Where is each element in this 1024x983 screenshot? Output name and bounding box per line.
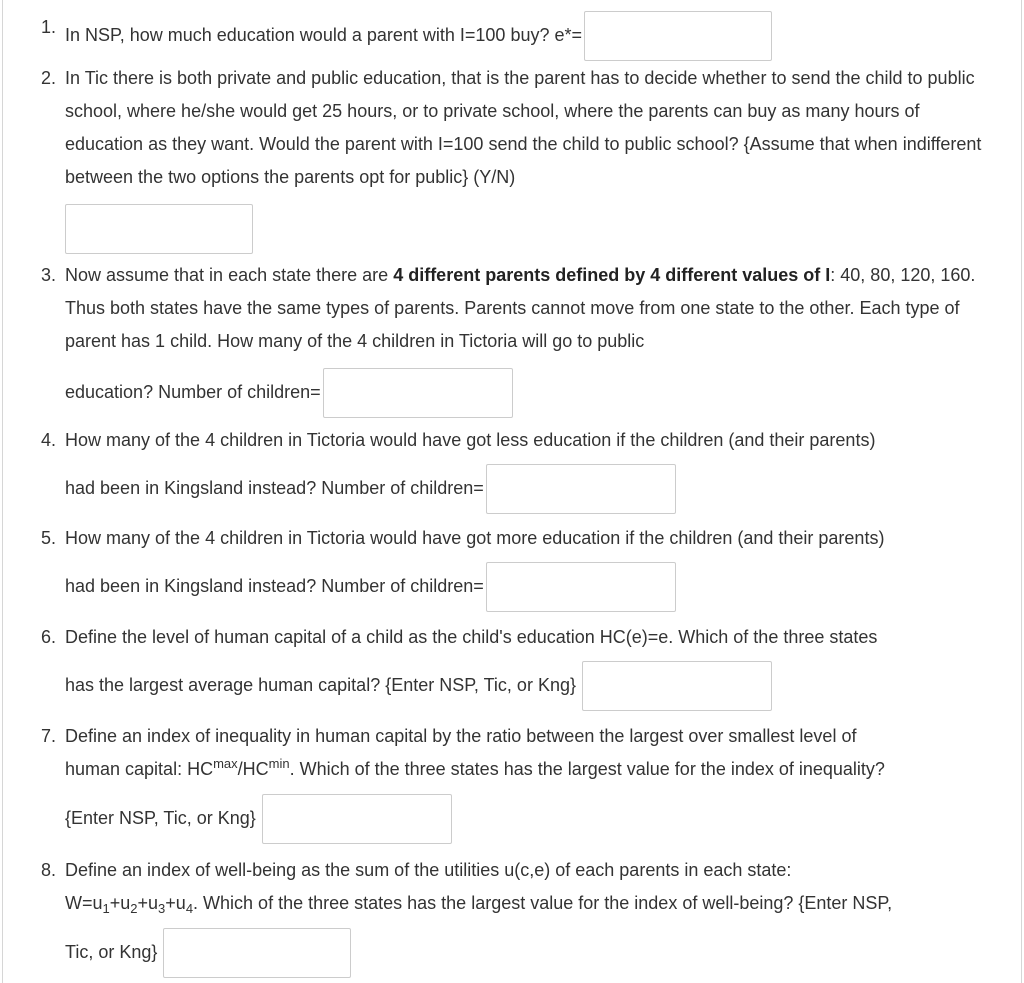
question-number: 3. [41, 265, 57, 285]
question-prompt: had been in Kingsland instead? Number of children= [65, 477, 484, 498]
question-text: /HC [237, 759, 269, 779]
subscript: 4 [185, 901, 194, 916]
question-text: Define an index of inequality in human capital by the ratio between the largest over smallest level of [65, 726, 857, 746]
question-text: +u [137, 893, 159, 913]
answer-input-1[interactable] [584, 11, 772, 61]
question-text: Define an index of well-being as the sum of the utilities u(c,e) of each parents in each state: [65, 860, 792, 880]
question-text: In NSP, how much education would a parent with I=100 buy? e*= [65, 24, 583, 45]
answer-input-8[interactable] [163, 928, 351, 978]
question-number: 6. [41, 627, 57, 647]
question-text: +u [165, 893, 186, 913]
answer-input-6[interactable] [582, 661, 772, 711]
question-emphasis: 4 different parents defined by 4 different values of I [393, 265, 831, 285]
question-number: 2. [41, 68, 57, 88]
answer-input-3[interactable] [323, 368, 513, 418]
question-prompt: {Enter NSP, Tic, or Kng} [65, 807, 256, 828]
answer-input-7[interactable] [262, 794, 452, 844]
question-number: 1. [41, 17, 57, 37]
answer-input-4[interactable] [486, 464, 676, 514]
subscript: 2 [130, 901, 138, 916]
answer-input-2[interactable] [65, 204, 253, 254]
question-text: Now assume that in each state there are [65, 265, 394, 285]
question-number: 5. [41, 528, 57, 548]
question-text: Define the level of human capital of a child as the child's education HC(e)=e. Which of the three states [65, 627, 878, 647]
answer-input-5[interactable] [486, 562, 676, 612]
subscript: 1 [102, 901, 110, 916]
question-text: How many of the 4 children in Tictoria would have got less education if the children (and their parents) [65, 430, 876, 450]
superscript: min [268, 756, 290, 771]
question-prompt: Tic, or Kng} [65, 941, 158, 962]
question-text: In Tic there is both private and public education, that is the parent has to decide whether to send the child to public school, where he/she would get 25 hours, or to private school, where the parents can buy as many hours of education as they want. Would the parent with I=100 send the child to public school? {Assume that when indifferent between the two options the parents opt for public} (Y/N) [65, 68, 982, 187]
superscript: max [213, 756, 238, 771]
question-text: . Which of the three states has the largest value for the index of well-being? {Enter NSP, [193, 893, 893, 913]
question-prompt: has the largest average human capital? {Enter NSP, Tic, or Kng} [65, 674, 576, 695]
question-number: 4. [41, 430, 57, 450]
question-text: +u [109, 893, 131, 913]
subscript: 3 [158, 901, 166, 916]
question-text: How many of the 4 children in Tictoria would have got more education if the children (and their parents) [65, 528, 885, 548]
question-text: human capital: HC [65, 759, 214, 779]
question-text: . Which of the three states has the largest value for the index of inequality? [289, 759, 885, 779]
question-text: W=u [65, 893, 103, 913]
question-number: 7. [41, 726, 57, 746]
question-number: 8. [41, 860, 57, 880]
question-prompt: had been in Kingsland instead? Number of children= [65, 575, 484, 596]
question-text: : 40, 80, 120, 160. Thus both states have the same types of parents. Parents cannot move from one state to the other. Each type of parent has 1 child. How many of the 4 children in Tictoria will go to public [65, 265, 976, 351]
question-prompt: education? Number of children= [65, 381, 321, 402]
